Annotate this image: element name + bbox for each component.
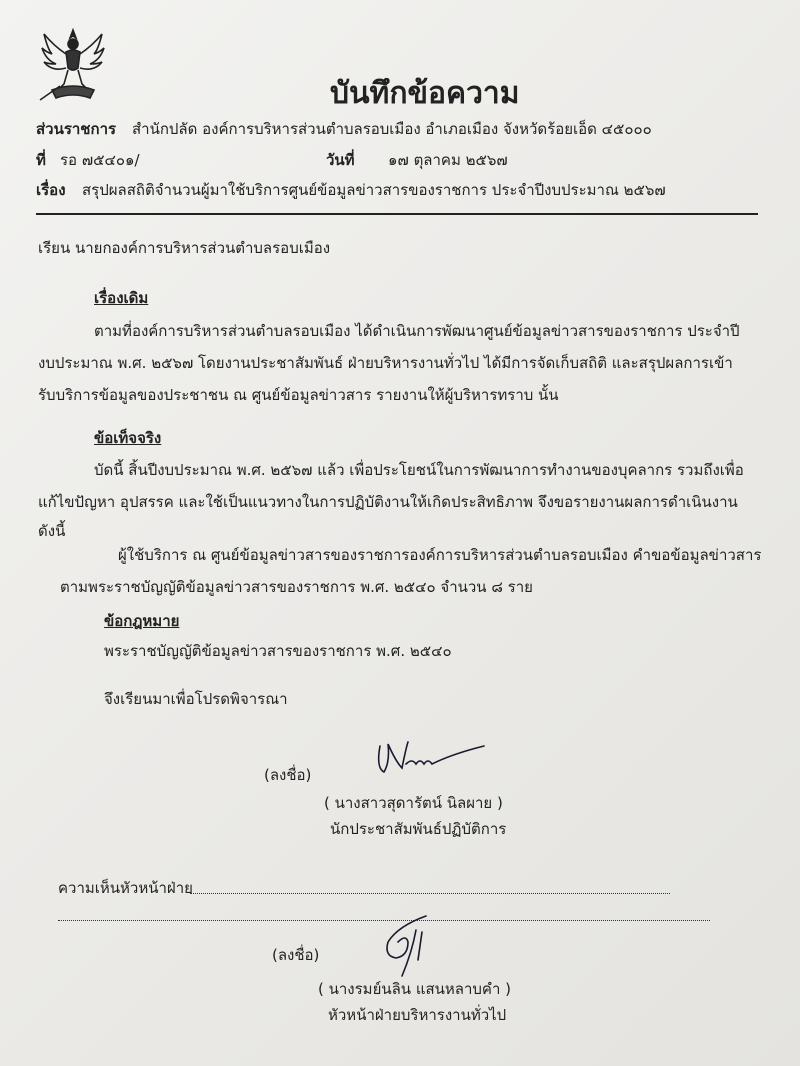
background-line: รับบริการข้อมูลของประชาชน ณ ศูนย์ข้อมูลข่าวสาร รายงานให้ผู้บริหารทราบ นั้น [38,386,559,404]
facts-heading: ข้อเท็จจริง [94,429,162,447]
facts-line: บัดนี้ สิ้นปีงบประมาณ พ.ศ. ๒๕๖๗ แล้ว เพื่อประโยชน์ในการพัฒนาการทำงานของบุคลากร รวมถึงเพื่อ [94,461,744,479]
salutation: เรียน นายกองค์การบริหารส่วนตำบลรอบเมือง [38,239,331,257]
opinion-dotted-line [190,893,670,894]
dept-label: ส่วนราชการ [36,120,117,138]
law-heading: ข้อกฎหมาย [104,612,180,630]
ref-value: รอ ๗๕๔๐๑/ [60,151,140,169]
subject-value: สรุปผลสถิติจำนวนผู้มาใช้บริการศูนย์ข้อมูลข่าวสารของราชการ ประจำปีงบประมาณ ๒๕๖๗ [82,181,666,199]
dept-value: สำนักปลัด องค์การบริหารส่วนตำบลรอบเมือง อำเภอเมือง จังหวัดร้อยเอ็ด ๔๕๐๐๐ [132,120,652,138]
facts-line: ตามพระราชบัญญัติข้อมูลข่าวสารของราชการ พ.ศ. ๒๕๔๐ จำนวน ๘ ราย [60,578,533,596]
facts-line: ดังนี้ [38,522,66,540]
sign-label: (ลงชื่อ) [264,766,312,784]
ref-label: ที่ [36,151,46,169]
signer-position: นักประชาสัมพันธ์ปฏิบัติการ [330,820,507,838]
signer-name: ( นางรมย์นลิน แสนหลาบคำ ) [318,980,512,998]
law-line: พระราชบัญญัติข้อมูลข่าวสารของราชการ พ.ศ. ๒๕๔๐ [104,642,452,660]
background-line: ตามที่องค์การบริหารส่วนตำบลรอบเมือง ได้ดำเนินการพัฒนาศูนย์ข้อมูลข่าวสารของราชการ ประจำปี [94,322,740,340]
header-divider [36,213,758,215]
date-value: ๑๗ ตุลาคม ๒๕๖๗ [388,151,508,169]
background-heading: เรื่องเดิม [94,289,149,307]
handwritten-signature [372,732,492,782]
facts-line: ผู้ใช้บริการ ณ ศูนย์ข้อมูลข่าวสารของราชการองค์การบริหารส่วนตำบลรอบเมือง คำขอข้อมูลข่าวสาร [118,546,762,564]
subject-label: เรื่อง [36,181,66,199]
date-label: วันที่ [326,151,355,169]
handwritten-signature [378,912,438,982]
closing-line: จึงเรียนมาเพื่อโปรดพิจารณา [104,690,288,708]
garuda-emblem-icon [38,24,108,104]
opinion-label: ความเห็นหัวหน้าฝ่าย [58,879,193,897]
memo-title: บันทึกข้อความ [330,76,520,111]
signer-position: หัวหน้าฝ่ายบริหารงานทั่วไป [328,1006,507,1024]
background-line: งบประมาณ พ.ศ. ๒๕๖๗ โดยงานประชาสัมพันธ์ ฝ่ายบริหารงานทั่วไป ได้มีการจัดเก็บสถิติ และสรุปผลการเข้า [38,354,733,372]
facts-line: แก้ไขปัญหา อุปสรรค และใช้เป็นแนวทางในการปฏิบัติงานให้เกิดประสิทธิภาพ จึงขอรายงานผลการดำเนินงาน [38,493,738,511]
signer-name: ( นางสาวสุดารัตน์ นิลผาย ) [324,794,503,812]
sign-label: (ลงชื่อ) [272,946,320,964]
